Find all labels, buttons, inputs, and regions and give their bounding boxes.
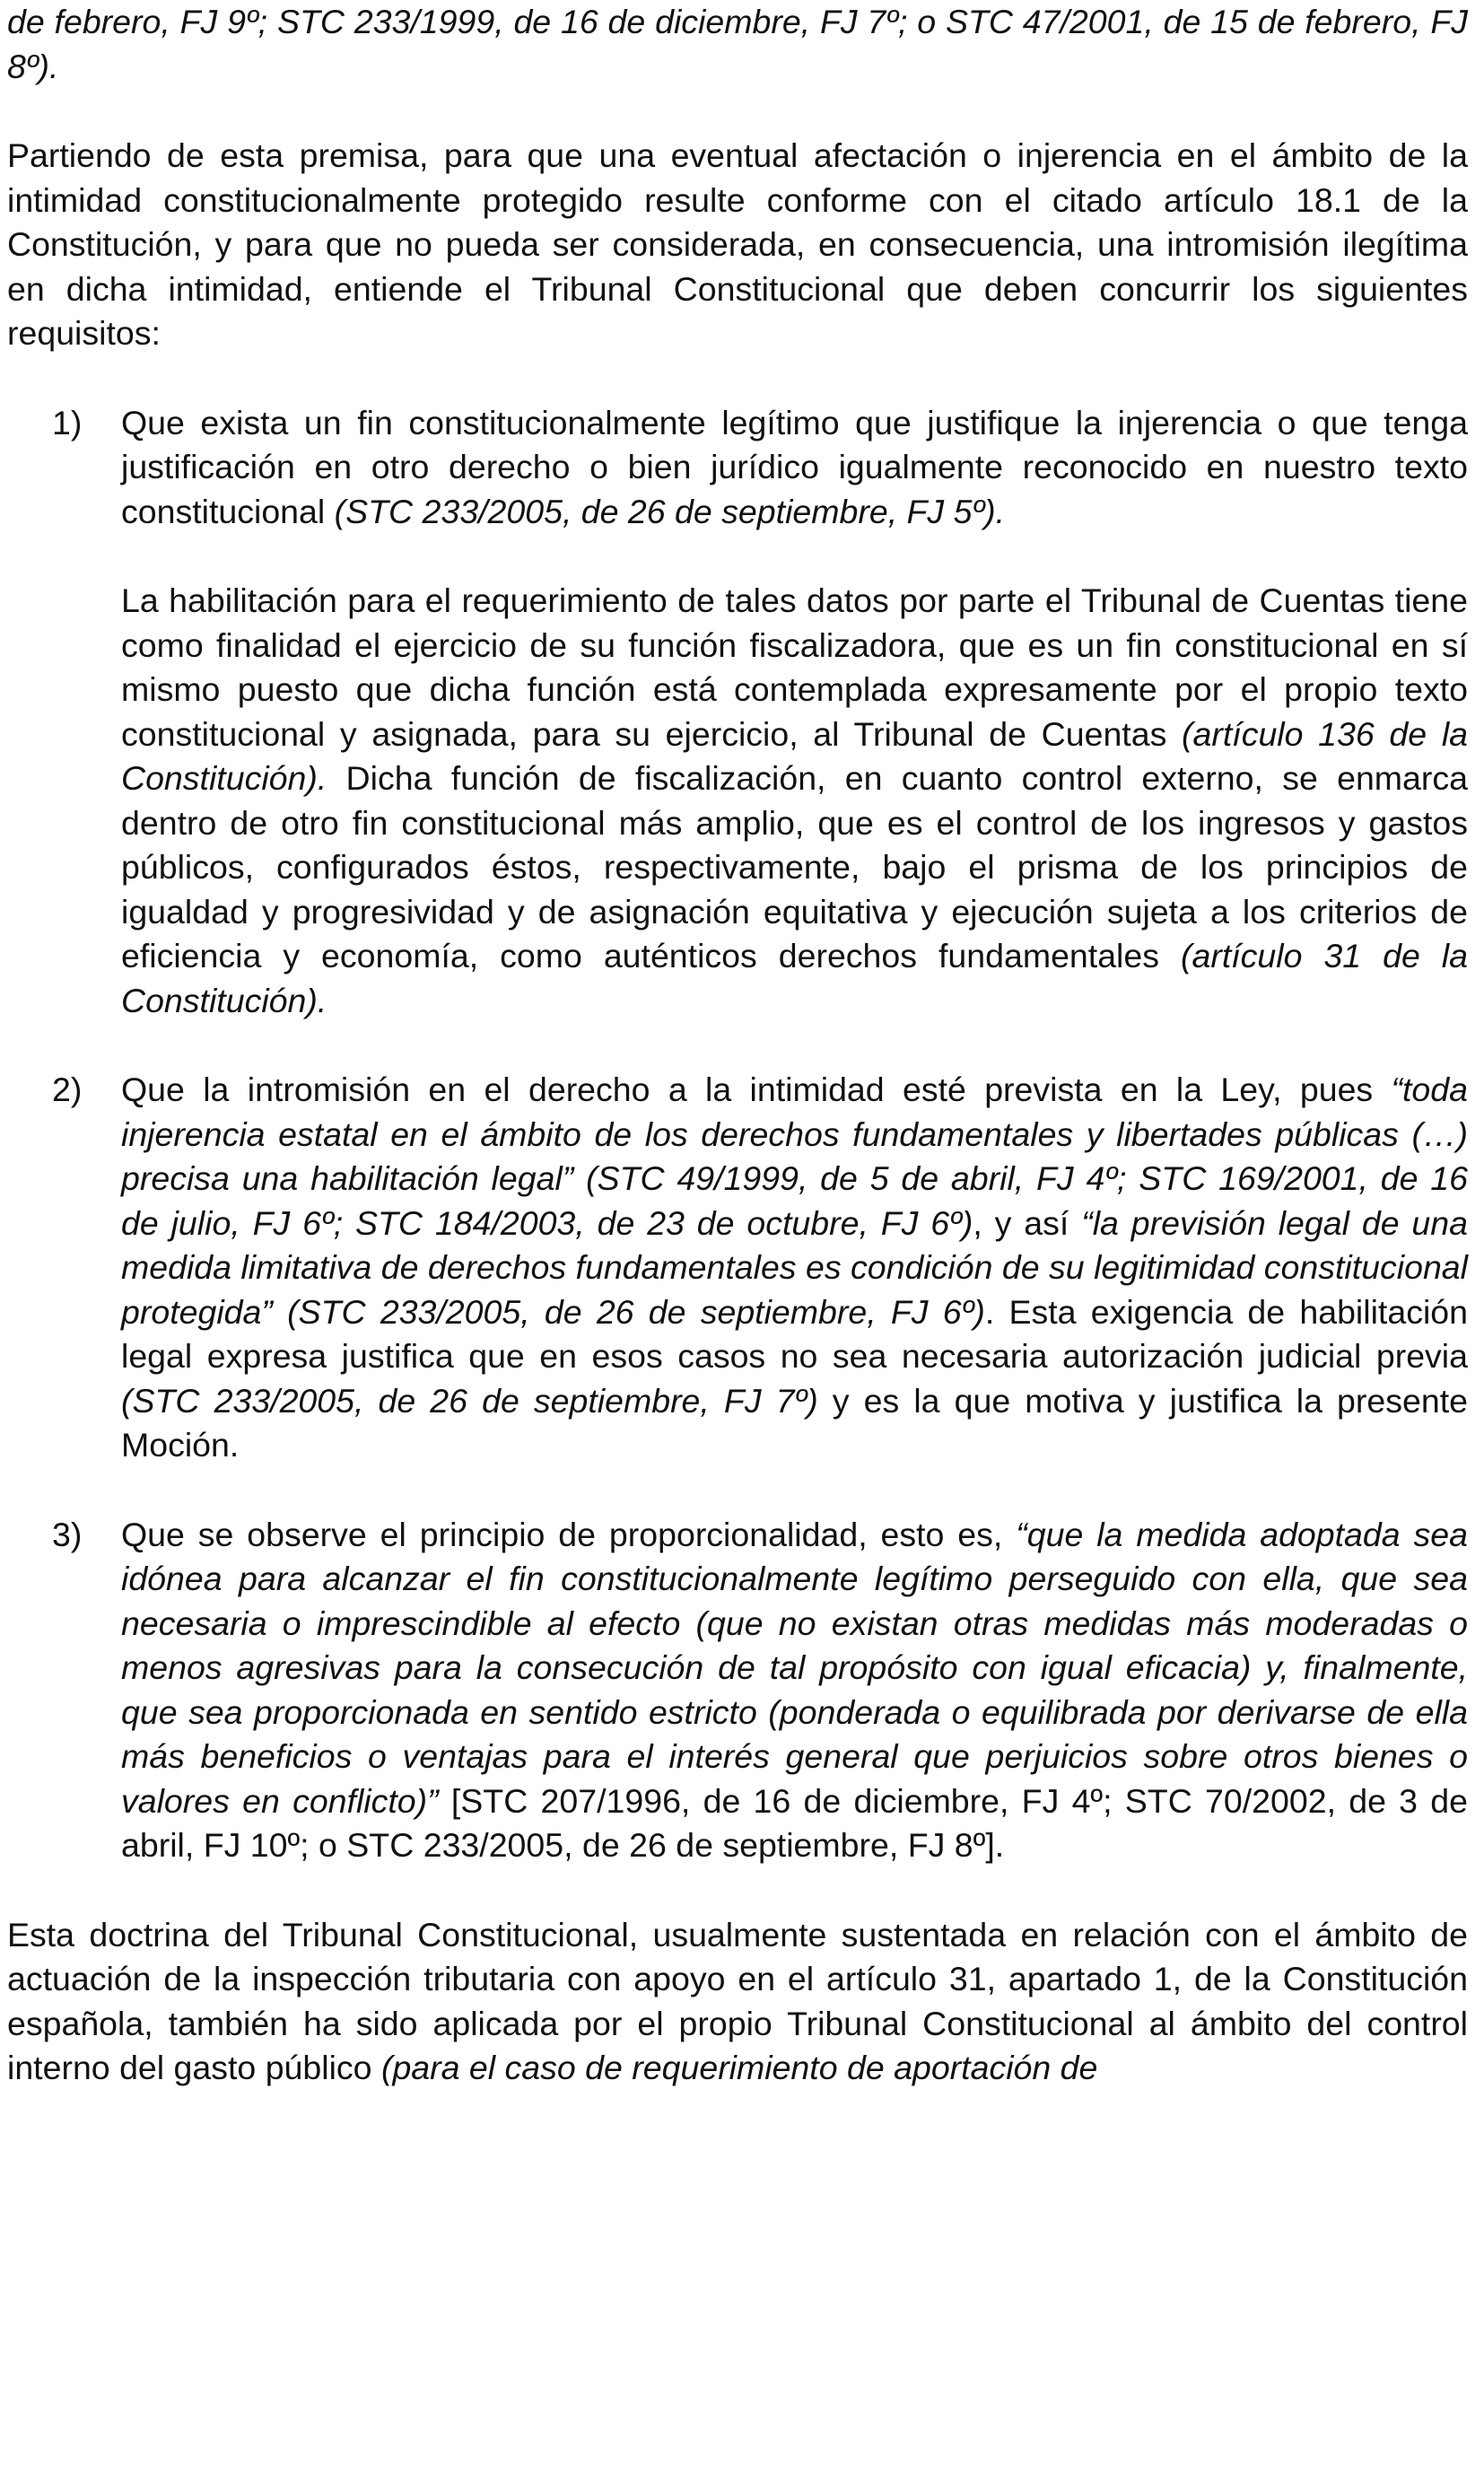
requirement-text-2 <box>121 1068 1468 1468</box>
requirement-1-explanation-cite-a: (artículo 136 de la Constitución). <box>121 714 1469 797</box>
requirement-2-quote-c: (STC 233/2005, de 26 de septiembre, FJ 7º) <box>121 1381 818 1420</box>
requirement-2-text-a: Que la intromisión en el derecho a la intimidad esté prevista en la Ley, pues <box>121 1071 1392 1108</box>
requirement-1-explanation-b: Dicha función de fiscalización, en cuanto control externo, se enmarca dentro de otro fin constitucional más amplio, que es el control de los ingresos y gastos públicos, configurados éstos, respectivamente, bajo el prisma de los principios de igualdad y progresividad y de asignación equitativa y ejecución sujeta a los criterios de eficiencia y economía, como auténticos derechos fundamentales <box>121 759 1468 975</box>
requirement-2-quote-b: “la previsión legal de una medida limitativa de derechos fundamentales es condición de su legitimidad constitucional protegida” (STC 233/2005, de 26 de septiembre, FJ 6º) <box>121 1203 1468 1331</box>
requirement-text-1 <box>121 401 1468 535</box>
requirement-text-3 <box>121 1513 1468 1868</box>
requirement-number-2: 2) <box>52 1071 83 1108</box>
requirement-2-text-c: . Esta exigencia de habilitación legal expresa justifica que en esos casos no sea necesaria autorización judicial previa <box>121 1292 1468 1375</box>
requirement-3-text-b: [STC 207/1996, de 16 de diciembre, FJ 4º; STC 70/2002, de 3 de abril, FJ 10º; o STC 233/2005, de 26 de septiembre, FJ 8º]. <box>121 1781 1468 1864</box>
requirement-1-body: Que exista un fin constitucionalmente legítimo que justifique la injerencia o que tenga justificación en otro derecho o bien jurídico igualmente reconocido en nuestro texto constitucional <box>121 403 1468 530</box>
requirement-3-text-a: Que se observe el principio de proporcionalidad, esto es, <box>121 1515 1017 1553</box>
document-page <box>7 0 1468 2091</box>
requirement-2-text-b: , y así <box>973 1203 1082 1242</box>
requirement-2-quote-a: “toda injerencia estatal en el ámbito de los derechos fundamentales y libertades públicas (…) precisa una habilitación legal” (STC 49/1999, de 5 de abril, FJ 4º; STC 169/2001, de 16 de julio, FJ 6º; STC 184/2003, de 23 de octubre, FJ 6º) <box>121 1071 1468 1242</box>
requirement-item-2 <box>7 1068 1468 1468</box>
continuation-citation: de febrero, FJ 9º; STC 233/1999, de 16 de diciembre, FJ 7º; o STC 47/2001, de 15 de febrero, FJ 8º). <box>7 3 1468 85</box>
final-paragraph-body: Esta doctrina del Tribunal Constitucional, usualmente sustentada en relación con el ámbito de actuación de la inspección tributaria con apoyo en el artículo 31, apartado 1, de la Constitución española, también ha sido aplicada por el propio Tribunal Constitucional al ámbito del control interno del gasto público <box>7 1915 1468 2086</box>
requirement-1-explanation-a: La habilitación para el requerimiento de tales datos por parte el Tribunal de Cuentas tiene como finalidad el ejercicio de su función fiscalizadora, que es un fin constitucional en sí mismo puesto que dicha función está contemplada expresamente por el propio texto constitucional y asignada, para su ejercicio, al Tribunal de Cuentas <box>121 581 1468 753</box>
requirement-1-explanation-cite-b: (artículo 31 de la Constitución). <box>121 937 1468 1019</box>
requirements-list <box>7 401 1468 1868</box>
requirement-item-3 <box>7 1513 1468 1868</box>
requirement-number-3: 3) <box>52 1515 83 1553</box>
final-paragraph-citation: (para el caso de requerimiento de aportación de <box>380 2049 1098 2086</box>
requirement-number-1: 1) <box>52 403 83 441</box>
requirement-item-1 <box>7 401 1468 1024</box>
requirement-3-quote-a: “que la medida adoptada sea idónea para alcanzar el fin constitucionalmente legítimo perseguido con ella, que sea necesaria o imprescindible al efecto (que no existan otras medidas más moderadas o menos agresivas para la consecución de tal propósito con igual eficacia) y, finalmente, que sea proporcionada en sentido estricto (ponderada o equilibrada por derivarse de ella más beneficios o ventajas para el interés general que perjuicios sobre otros bienes o valores en conflicto)” <box>121 1515 1468 1820</box>
requirement-1-explanation <box>121 579 1468 1023</box>
premise-paragraph: Partiendo de esta premisa, para que una eventual afectación o injerencia en el ámbito de la intimidad constitucionalmente protegido resulte conforme con el citado artículo 18.1 de la Constitución, y para que no pueda ser considerada, en consecuencia, una intromisión ilegítima en dicha intimidad, entiende el Tribunal Constitucional que deben concurrir los siguientes requisitos: <box>7 136 1468 352</box>
final-paragraph <box>7 1913 1468 2091</box>
requirement-2-text-d: y es la que motiva y justifica la presente Moción. <box>121 1381 1468 1464</box>
requirement-1-citation: (STC 233/2005, de 26 de septiembre, FJ 5º). <box>334 492 1006 530</box>
continuation-paragraph <box>7 0 1468 89</box>
